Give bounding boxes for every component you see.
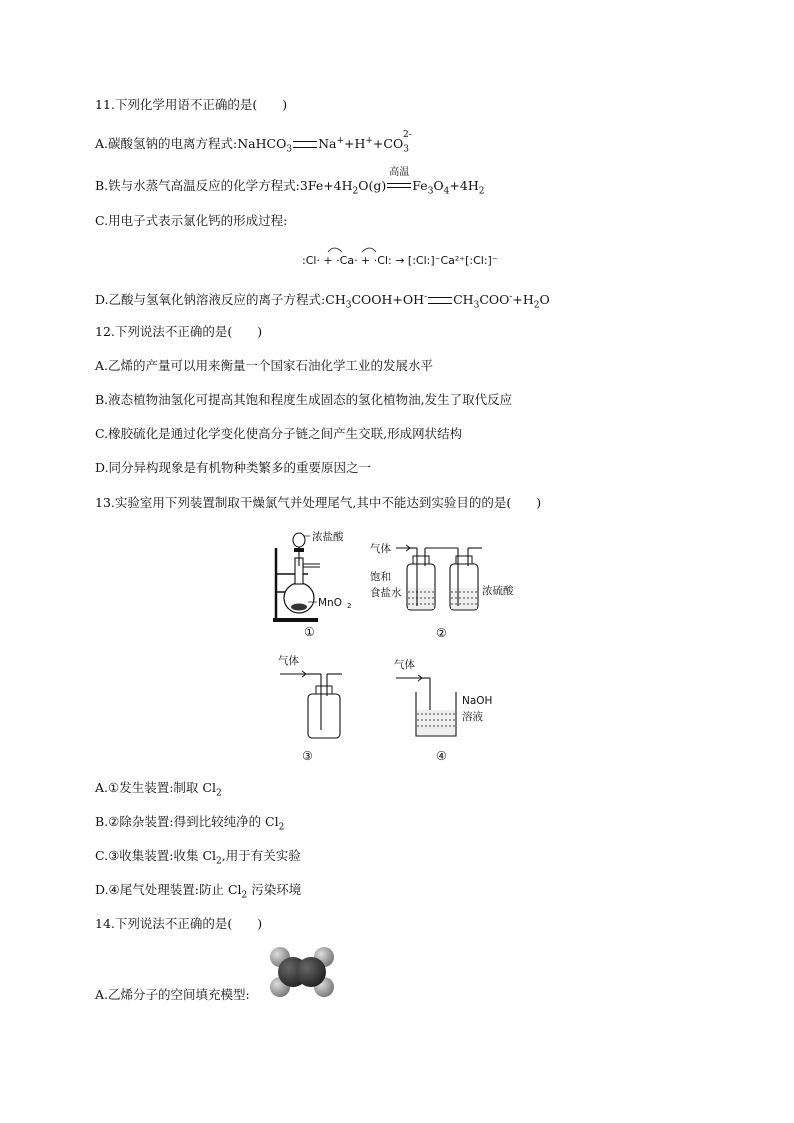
svg-text:④: ④ bbox=[436, 749, 447, 763]
q13-stem: 13.实验室用下列装置制取干燥氯气并处理尾气,其中不能达到实验目的的是( ) bbox=[95, 495, 542, 510]
apparatus-2-purifier bbox=[370, 538, 530, 644]
svg-text:浓硫酸: 浓硫酸 bbox=[482, 585, 514, 597]
q11-option-b: B.铁与水蒸气高温反应的化学方程式$:3Fe+4H_2O(g)$ 高温 $Fe_3O_4+4H_2$ bbox=[95, 167, 485, 197]
condition-arrow: 高温 bbox=[387, 178, 411, 190]
apparatus-3-collector bbox=[276, 652, 356, 768]
equals-arrow bbox=[428, 297, 452, 304]
svg-text:2: 2 bbox=[347, 602, 352, 610]
q13-option-b: B.②除杂装置:得到比较纯净的 $Cl_2$ bbox=[95, 814, 285, 833]
q11-stem: 11.下列化学用语不正确的是( ) bbox=[95, 97, 288, 112]
q12-option-c: C.橡胶硫化是通过化学变化使高分子链之间产生交联,形成网状结构 bbox=[95, 426, 463, 441]
svg-text:③: ③ bbox=[302, 749, 313, 763]
apparatus-1-generator bbox=[268, 528, 358, 644]
q13-option-a: A.①发生装置:制取 $Cl_2$ bbox=[95, 780, 222, 799]
svg-text:食盐水: 食盐水 bbox=[370, 587, 402, 599]
svg-text:①: ① bbox=[304, 625, 315, 639]
electron-formula-cacl2 bbox=[300, 246, 510, 278]
apparatus-4-absorber bbox=[394, 656, 504, 768]
svg-text:气体: 气体 bbox=[278, 655, 299, 667]
svg-text:浓盐酸: 浓盐酸 bbox=[312, 531, 344, 543]
q13-option-d: D.④尾气处理装置:防止 $Cl_2$ 污染环境 bbox=[95, 882, 302, 901]
q14-stem: 14.下列说法不正确的是( ) bbox=[95, 916, 263, 931]
svg-text:溶液: 溶液 bbox=[462, 711, 483, 723]
ethylene-space-filling-model bbox=[268, 944, 336, 1006]
q12-option-b: B.液态植物油氢化可提高其饱和程度生成固态的氢化植物油,发生了取代反应 bbox=[95, 392, 513, 407]
svg-text:气体: 气体 bbox=[370, 543, 391, 555]
svg-text:气体: 气体 bbox=[394, 659, 415, 671]
q11-option-a: A.碳酸氢钠的电离方程式:NaHCO$_3$ $Na^++H^++CO_3^{2-}$ bbox=[95, 130, 412, 155]
q13-option-c: C.③收集装置:收集 $Cl_2$,用于有关实验 bbox=[95, 848, 301, 867]
electron-formula-text: :Cl· + ·Ca· + ·Cl: → [:Cl:]⁻Ca²⁺[:Cl:]⁻ bbox=[302, 254, 498, 267]
svg-text:饱和: 饱和 bbox=[370, 571, 391, 583]
q11-option-c: C.用电子式表示氯化钙的形成过程: bbox=[95, 213, 288, 228]
svg-text:②: ② bbox=[436, 626, 447, 640]
svg-text:NaOH: NaOH bbox=[462, 695, 493, 707]
q12-option-d: D.同分异构现象是有机物种类繁多的重要原因之一 bbox=[95, 460, 372, 475]
q11-option-d: D.乙酸与氢氧化钠溶液反应的离子方程式$:CH_3COOH+OH^-$ $CH_3COO^-+H_2O$ bbox=[95, 292, 550, 311]
equals-arrow bbox=[293, 141, 317, 148]
q14-option-a: A.乙烯分子的空间填充模型: bbox=[95, 987, 250, 1002]
q12-stem: 12.下列说法不正确的是( ) bbox=[95, 324, 263, 339]
svg-text:MnO: MnO bbox=[318, 597, 342, 609]
q12-option-a: A.乙烯的产量可以用来衡量一个国家石油化学工业的发展水平 bbox=[95, 358, 434, 373]
